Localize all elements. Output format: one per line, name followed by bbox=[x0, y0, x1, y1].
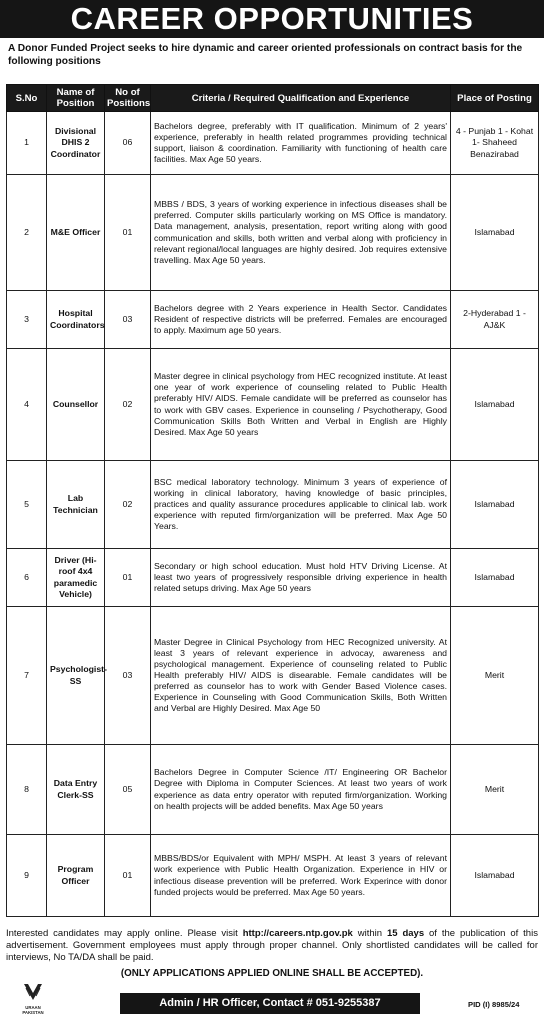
row-count: 02 bbox=[105, 349, 151, 461]
row-sno: 6 bbox=[7, 549, 47, 607]
row-position: Divisional DHIS 2 Coordinator bbox=[47, 112, 105, 175]
row-position: Counsellor bbox=[47, 349, 105, 461]
table-row bbox=[7, 349, 539, 461]
column-header-position: Name of Position bbox=[47, 85, 105, 112]
svg-text:PAKISTAN: PAKISTAN bbox=[22, 1010, 44, 1015]
row-position: Hospital Coordinators bbox=[47, 291, 105, 349]
table-row bbox=[7, 461, 539, 549]
row-count: 02 bbox=[105, 461, 151, 549]
row-criteria: BSC medical laboratory technology. Minimum 3 years of experience of working in clinical laboratory, having knowledge of basic principles, practices and quality assurance procedures applicable to clinical lab. work experience with reputed firm/organization will be preferred. Max Age 50 Years. bbox=[151, 461, 451, 549]
row-count: 05 bbox=[105, 745, 151, 835]
apply-text-prefix: Interested candidates may apply online. Please visit bbox=[6, 928, 243, 939]
row-count: 01 bbox=[105, 549, 151, 607]
row-place: Islamabad bbox=[451, 835, 539, 917]
table-row bbox=[7, 607, 539, 745]
uraan-pakistan-logo bbox=[16, 980, 50, 1020]
row-sno: 7 bbox=[7, 607, 47, 745]
row-criteria: MBBS/BDS/or Equivalent with MPH/ MSPH. At least 3 years of relevant work experience with Public Health Organization. Experience in HIV or infectious disease prevention will be preferred. Work Experince with donor funded projects would be preferred. Max Age 50 years. bbox=[151, 835, 451, 917]
column-header-sno: S.No bbox=[7, 85, 47, 112]
row-place: 4 - Punjab 1 - Kohat 1- Shaheed Benazirabad bbox=[451, 112, 539, 175]
row-position: Program Officer bbox=[47, 835, 105, 917]
intro-text: A Donor Funded Project seeks to hire dynamic and career oriented professionals on contract basis for the following positions bbox=[8, 43, 523, 67]
row-sno: 9 bbox=[7, 835, 47, 917]
uraan-pakistan-logo-icon bbox=[16, 980, 50, 1020]
row-position: M&E Officer bbox=[47, 175, 105, 291]
row-position: Lab Technician bbox=[47, 461, 105, 549]
row-criteria: MBBS / BDS, 3 years of working experience in infectious diseases shall be preferred. Computer skills particularly working on MS Office is mandatory. Data management, analysis, presentation, report writing along with good communication and skills, both written and verbal along with proficiency in relevant regional/local languages are highly desired. Job requires extensive travelling. Max Age 50 years. bbox=[151, 175, 451, 291]
row-criteria: Secondary or high school education. Must hold HTV Driving License. At least two years of progressively responsible driving experience in health related setups driving. Max Age 50 years bbox=[151, 549, 451, 607]
row-count: 03 bbox=[105, 607, 151, 745]
row-count: 01 bbox=[105, 175, 151, 291]
table-row bbox=[7, 835, 539, 917]
row-criteria: Bachelors Degree in Computer Science /IT/ Engineering OR Bachelor Degree with Diploma in Computer Sciences. At least two years of work experience as data entry operator with reputed firm/organization. Working on health projects will be added benefits. Max Age 50 years bbox=[151, 745, 451, 835]
row-criteria: Bachelors degree, preferably with IT qualification. Minimum of 2 years' experience, preferably in health related programmes providing technical support, liaison & coordination. Familiarity with functioning of health care facilities. Max Age 50 years. bbox=[151, 112, 451, 175]
column-header-place: Place of Posting bbox=[451, 85, 539, 112]
page-title: CAREER OPPORTUNITIES bbox=[0, 0, 544, 38]
row-place: Islamabad bbox=[451, 461, 539, 549]
online-only-notice: (ONLY APPLICATIONS APPLIED ONLINE SHALL BE ACCEPTED). bbox=[120, 968, 424, 979]
row-place: Islamabad bbox=[451, 349, 539, 461]
row-sno: 8 bbox=[7, 745, 47, 835]
row-count: 01 bbox=[105, 835, 151, 917]
row-sno: 5 bbox=[7, 461, 47, 549]
table-row bbox=[7, 112, 539, 175]
pid-number: PID (I) 8985/24 bbox=[468, 1000, 520, 1009]
application-instructions bbox=[6, 928, 538, 964]
row-criteria: Master Degree in Clinical Psychology from HEC Recognized university. At least 3 years of relevant experience in advocay, awareness and psychological management. Experience of counseling related to Public Health preferably HIV/ AIDS is disearable. Female candidates will be preferred as counselor has to work with Gender Based Violence cases. Experience in Counseling with Good Communication Skills, Both Written and Verbal are Highly Desired. Max Age 50 bbox=[151, 607, 451, 745]
table-row bbox=[7, 549, 539, 607]
row-criteria: Master degree in clinical psychology from HEC recognized institute. At least one year of work experience of counseling related to Public Health preferably HIV/ AIDS. Female candidate will be preferred as counselor has to work with GBV cases. Experience in counseling / Psychotherapy, Good Communication Skills Both Written and Verbal in English are Highly Desired. Max Age 50 years bbox=[151, 349, 451, 461]
row-place: Merit bbox=[451, 745, 539, 835]
row-place: Islamabad bbox=[451, 175, 539, 291]
table-row bbox=[7, 175, 539, 291]
column-header-criteria: Criteria / Required Qualification and Experience bbox=[151, 85, 451, 112]
apply-text-mid: within bbox=[352, 928, 387, 939]
positions-table bbox=[6, 84, 539, 917]
careers-link[interactable]: http://careers.ntp.gov.pk bbox=[242, 928, 353, 939]
row-sno: 1 bbox=[7, 112, 47, 175]
row-position: Driver (Hi-roof 4x4 paramedic Vehicle) bbox=[47, 549, 105, 607]
row-place: Islamabad bbox=[451, 549, 539, 607]
table-row bbox=[7, 745, 539, 835]
row-sno: 2 bbox=[7, 175, 47, 291]
row-criteria: Bachelors degree with 2 Years experience in Health Sector. Candidates Resident of respective districts will be preferred. Females are encouraged to apply. Maximum age 50 years. bbox=[151, 291, 451, 349]
row-sno: 3 bbox=[7, 291, 47, 349]
table-row bbox=[7, 291, 539, 349]
row-position: Data Entry Clerk-SS bbox=[47, 745, 105, 835]
deadline-days: 15 days bbox=[386, 928, 425, 939]
row-position: Psychologist-SS bbox=[47, 607, 105, 745]
row-place: 2-Hyderabad 1 - AJ&K bbox=[451, 291, 539, 349]
row-count: 03 bbox=[105, 291, 151, 349]
table-header-row bbox=[7, 85, 539, 112]
row-count: 06 bbox=[105, 112, 151, 175]
row-sno: 4 bbox=[7, 349, 47, 461]
column-header-count: No of Positions bbox=[105, 85, 151, 112]
apply-text-suffix: of the publication of this advertisement. Government employees must apply through proper channel. Only shortlisted candidates will be called for interviews, No TA/DA shall be paid. bbox=[6, 928, 538, 963]
contact-bar: Admin / HR Officer, Contact # 051-9255387 bbox=[120, 993, 420, 1014]
row-place: Merit bbox=[451, 607, 539, 745]
svg-text:URAAN: URAAN bbox=[25, 1005, 41, 1010]
